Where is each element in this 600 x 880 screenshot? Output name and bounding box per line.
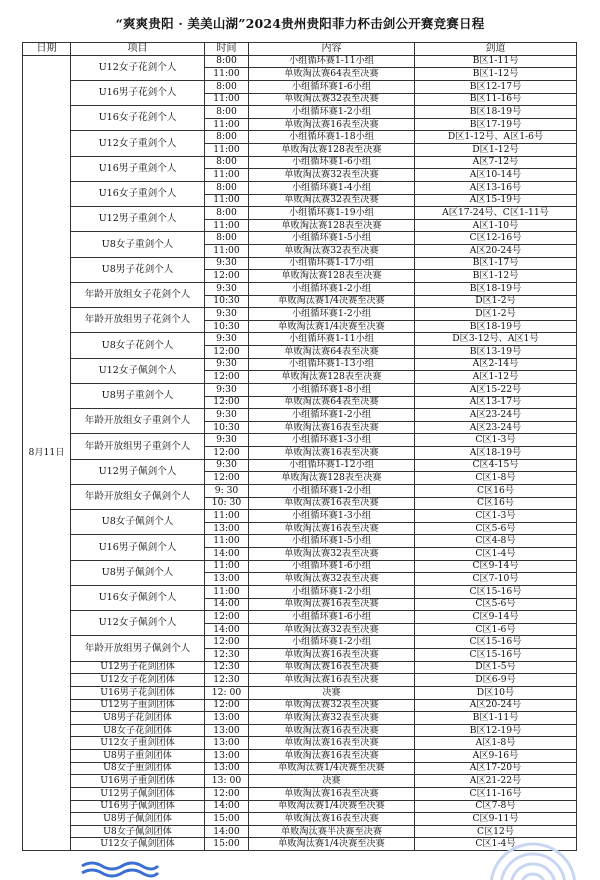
piste-cell: C区1-3号: [415, 510, 577, 523]
item-cell: 年龄开放组男子花剑个人: [71, 308, 205, 333]
time-cell: 12:00: [205, 472, 249, 485]
table-row: [23, 282, 577, 295]
item-cell: U16男子佩剑个人: [71, 535, 205, 560]
item-cell: U8女子佩剑团体: [71, 825, 205, 838]
item-cell: U8男子重剑个人: [71, 383, 205, 408]
item-cell: U12女子佩剑个人: [71, 358, 205, 383]
piste-cell: A区20-24号: [415, 699, 577, 712]
item-cell: U8女子花剑个人: [71, 333, 205, 358]
content-cell: 单败淘汰赛32表至决赛: [249, 245, 415, 258]
content-cell: 小组循环赛1-12小组: [249, 459, 415, 472]
time-cell: 11:00: [205, 219, 249, 232]
piste-cell: A区21-22号: [415, 775, 577, 788]
table-row: [23, 737, 577, 750]
piste-cell: C区15-16号: [415, 649, 577, 662]
content-cell: 小组循环赛1-6小组: [249, 611, 415, 624]
piste-cell: D区1-2号: [415, 308, 577, 321]
table-row: [23, 636, 577, 649]
piste-cell: C区7-10号: [415, 573, 577, 586]
content-cell: 单败淘汰赛1/4决赛至决赛: [249, 295, 415, 308]
content-cell: 小组循环赛1-2小组: [249, 282, 415, 295]
time-cell: 14:00: [205, 825, 249, 838]
content-cell: 单败淘汰赛16表至决赛: [249, 421, 415, 434]
time-cell: 14:00: [205, 548, 249, 561]
item-cell: U16男子花剑个人: [71, 80, 205, 105]
content-cell: 小组循环赛1-18小组: [249, 131, 415, 144]
page-title: “爽爽贵阳 · 美美山湖”2024贵州贵阳菲力杯击剑公开赛竞赛日程: [115, 16, 485, 31]
time-cell: 11:00: [205, 535, 249, 548]
header-piste: 剑道: [415, 43, 577, 56]
table-row: [23, 724, 577, 737]
time-cell: 11:00: [205, 169, 249, 182]
time-cell: 11:00: [205, 118, 249, 131]
piste-cell: C区11-16号: [415, 787, 577, 800]
item-cell: 年龄开放组女子重剑个人: [71, 409, 205, 434]
content-cell: 小组循环赛1-6小组: [249, 80, 415, 93]
piste-cell: C区1-8号: [415, 472, 577, 485]
piste-cell: A区13-17号: [415, 396, 577, 409]
item-cell: U16男子佩剑团体: [71, 800, 205, 813]
content-cell: 小组循环赛1-6小组: [249, 560, 415, 573]
time-cell: 13:00: [205, 573, 249, 586]
time-cell: 8:00: [205, 106, 249, 119]
piste-cell: B区1-12号: [415, 270, 577, 283]
time-cell: 12:00: [205, 447, 249, 460]
table-row: [23, 611, 577, 624]
piste-cell: C区1-3号: [415, 434, 577, 447]
content-cell: 单败淘汰赛64表至决赛: [249, 396, 415, 409]
piste-cell: B区12-17号: [415, 80, 577, 93]
time-cell: 10:30: [205, 320, 249, 333]
content-cell: 单败淘汰赛16表至决赛: [249, 724, 415, 737]
content-cell: 单败淘汰赛128表至决赛: [249, 270, 415, 283]
table-row: [23, 585, 577, 598]
content-cell: 单败淘汰赛1/4决赛至决赛: [249, 800, 415, 813]
content-cell: 小组循环赛1-11小组: [249, 333, 415, 346]
header-date: 日期: [23, 43, 71, 56]
time-cell: 11:00: [205, 560, 249, 573]
piste-cell: B区18-19号: [415, 282, 577, 295]
content-cell: 单败淘汰赛16表至决赛: [249, 737, 415, 750]
time-cell: 8:00: [205, 156, 249, 169]
table-row: [23, 434, 577, 447]
table-row: [23, 257, 577, 270]
schedule-body: [23, 55, 577, 850]
content-cell: 小组循环赛1-8小组: [249, 383, 415, 396]
time-cell: 13:00: [205, 724, 249, 737]
piste-cell: A区7-12号: [415, 156, 577, 169]
piste-cell: C区15-16号: [415, 636, 577, 649]
time-cell: 13:00: [205, 762, 249, 775]
content-cell: 单败淘汰赛128表至决赛: [249, 144, 415, 157]
content-cell: 单败淘汰赛128表至决赛: [249, 371, 415, 384]
piste-cell: C区5-6号: [415, 598, 577, 611]
time-cell: 11:00: [205, 585, 249, 598]
content-cell: 小组循环赛1-2小组: [249, 585, 415, 598]
table-row: [23, 661, 577, 674]
time-cell: 12:00: [205, 611, 249, 624]
table-row: [23, 409, 577, 422]
table-row: [23, 712, 577, 725]
piste-cell: C区16号: [415, 497, 577, 510]
content-cell: 小组循环赛1-17小组: [249, 257, 415, 270]
content-cell: 单败淘汰赛16表至决赛: [249, 661, 415, 674]
content-cell: 单败淘汰赛半决赛至决赛: [249, 825, 415, 838]
item-cell: U8女子重剑个人: [71, 232, 205, 257]
ripple-decoration-icon: [488, 838, 578, 880]
time-cell: 12:30: [205, 674, 249, 687]
time-cell: 9:30: [205, 333, 249, 346]
piste-cell: B区1-11号: [415, 712, 577, 725]
piste-cell: A区2-14号: [415, 358, 577, 371]
item-cell: U16男子重剑个人: [71, 156, 205, 181]
table-row: [23, 560, 577, 573]
content-cell: 小组循环赛1-5小组: [249, 232, 415, 245]
table-row: [23, 358, 577, 371]
table-row: [23, 459, 577, 472]
content-cell: 小组循环赛1-2小组: [249, 308, 415, 321]
item-cell: U8女子花剑团体: [71, 724, 205, 737]
piste-cell: D区1-2号: [415, 295, 577, 308]
item-cell: U16女子佩剑个人: [71, 585, 205, 610]
item-cell: U12女子花剑团体: [71, 674, 205, 687]
piste-cell: B区1-12号: [415, 68, 577, 81]
piste-cell: C区9-11号: [415, 813, 577, 826]
header-content: 内容: [249, 43, 415, 56]
table-row: [23, 156, 577, 169]
content-cell: 小组循环赛1-2小组: [249, 106, 415, 119]
content-cell: 小组循环赛1-2小组: [249, 636, 415, 649]
wave-decoration-icon: [80, 858, 160, 880]
item-cell: U12女子佩剑团体: [71, 838, 205, 851]
piste-cell: D区1-12号、A区1-6号: [415, 131, 577, 144]
item-cell: U8男子佩剑个人: [71, 560, 205, 585]
piste-cell: A区15-22号: [415, 383, 577, 396]
time-cell: 9:30: [205, 308, 249, 321]
item-cell: U12女子重剑个人: [71, 131, 205, 156]
time-cell: 14:00: [205, 800, 249, 813]
time-cell: 8:00: [205, 55, 249, 68]
content-cell: 单败淘汰赛32表至决赛: [249, 548, 415, 561]
table-row: [23, 207, 577, 220]
piste-cell: C区9-14号: [415, 560, 577, 573]
piste-cell: C区9-14号: [415, 611, 577, 624]
item-cell: U12女子重剑团体: [71, 737, 205, 750]
table-row: [23, 535, 577, 548]
table-row: [23, 813, 577, 826]
table-row: [23, 55, 577, 68]
time-cell: 12:00: [205, 371, 249, 384]
piste-cell: B区1-17号: [415, 257, 577, 270]
header-row: [23, 43, 577, 56]
time-cell: 13:00: [205, 522, 249, 535]
content-cell: 单败淘汰赛1/4决赛至决赛: [249, 838, 415, 851]
piste-cell: A区10-14号: [415, 169, 577, 182]
time-cell: 9:30: [205, 409, 249, 422]
content-cell: 单败淘汰赛16表至决赛: [249, 787, 415, 800]
piste-cell: C区1-4号: [415, 548, 577, 561]
table-row: [23, 699, 577, 712]
piste-cell: C区7-8号: [415, 800, 577, 813]
table-row: [23, 686, 577, 699]
time-cell: 12:30: [205, 661, 249, 674]
time-cell: 10:30: [205, 421, 249, 434]
date-cell: 8月11日: [23, 55, 71, 850]
time-cell: 9:30: [205, 282, 249, 295]
content-cell: 决赛: [249, 775, 415, 788]
time-cell: 13:00: [205, 750, 249, 763]
item-cell: U12女子花剑个人: [71, 55, 205, 80]
content-cell: 单败淘汰赛128表至决赛: [249, 472, 415, 485]
piste-cell: B区1-11号: [415, 55, 577, 68]
time-cell: 8:00: [205, 131, 249, 144]
time-cell: 9: 30: [205, 484, 249, 497]
piste-cell: A区1-8号: [415, 737, 577, 750]
content-cell: 单败淘汰赛32表至决赛: [249, 712, 415, 725]
item-cell: U12男子重剑个人: [71, 207, 205, 232]
item-cell: U12女子佩剑个人: [71, 611, 205, 636]
item-cell: U12男子佩剑团体: [71, 787, 205, 800]
content-cell: 小组循环赛1-2小组: [249, 409, 415, 422]
item-cell: 年龄开放组男子重剑个人: [71, 434, 205, 459]
time-cell: 8:00: [205, 207, 249, 220]
item-cell: U12男子佩剑个人: [71, 459, 205, 484]
time-cell: 9:30: [205, 257, 249, 270]
content-cell: 单败淘汰赛32表至决赛: [249, 93, 415, 106]
time-cell: 12:00: [205, 396, 249, 409]
table-row: [23, 484, 577, 497]
content-cell: 小组循环赛1-3小组: [249, 434, 415, 447]
time-cell: 13:00: [205, 712, 249, 725]
content-cell: 单败淘汰赛64表至决赛: [249, 68, 415, 81]
piste-cell: C区1-6号: [415, 623, 577, 636]
time-cell: 11:00: [205, 68, 249, 81]
time-cell: 12:00: [205, 270, 249, 283]
time-cell: 12:00: [205, 699, 249, 712]
time-cell: 8:00: [205, 232, 249, 245]
time-cell: 9:30: [205, 383, 249, 396]
piste-cell: C区12号: [415, 825, 577, 838]
time-cell: 12: 00: [205, 686, 249, 699]
content-cell: 单败淘汰赛32表至决赛: [249, 699, 415, 712]
piste-cell: D区1-5号: [415, 661, 577, 674]
table-row: [23, 750, 577, 763]
piste-cell: C区4-15号: [415, 459, 577, 472]
piste-cell: B区11-16号: [415, 93, 577, 106]
time-cell: 11:00: [205, 144, 249, 157]
piste-cell: A区17-24号、C区1-11号: [415, 207, 577, 220]
time-cell: 11:00: [205, 510, 249, 523]
item-cell: U12男子重剑团体: [71, 699, 205, 712]
content-cell: 单败淘汰赛16表至决赛: [249, 674, 415, 687]
header-item: 项目: [71, 43, 205, 56]
piste-cell: A区18-19号: [415, 447, 577, 460]
time-cell: 13:00: [205, 737, 249, 750]
content-cell: 小组循环赛1-6小组: [249, 156, 415, 169]
time-cell: 10: 30: [205, 497, 249, 510]
time-cell: 8:00: [205, 80, 249, 93]
piste-cell: A区23-24号: [415, 421, 577, 434]
piste-cell: B区13-19号: [415, 346, 577, 359]
content-cell: 单败淘汰赛16表至决赛: [249, 118, 415, 131]
item-cell: U16男子重剑团体: [71, 775, 205, 788]
content-cell: 单败淘汰赛1/4决赛至决赛: [249, 320, 415, 333]
time-cell: 8:00: [205, 181, 249, 194]
time-cell: 11:00: [205, 245, 249, 258]
time-cell: 9:30: [205, 434, 249, 447]
table-row: [23, 106, 577, 119]
piste-cell: C区12-16号: [415, 232, 577, 245]
piste-cell: A区15-19号: [415, 194, 577, 207]
piste-cell: A区13-16号: [415, 181, 577, 194]
piste-cell: C区5-6号: [415, 522, 577, 535]
time-cell: 12:00: [205, 787, 249, 800]
time-cell: 11:00: [205, 194, 249, 207]
table-row: [23, 181, 577, 194]
content-cell: 小组循环赛1-19小组: [249, 207, 415, 220]
time-cell: 12:30: [205, 649, 249, 662]
table-row: [23, 510, 577, 523]
piste-cell: C区16号: [415, 484, 577, 497]
piste-cell: A区20-24号: [415, 245, 577, 258]
piste-cell: B区12-19号: [415, 724, 577, 737]
content-cell: 决赛: [249, 686, 415, 699]
time-cell: 12:00: [205, 346, 249, 359]
item-cell: 年龄开放组男子佩剑个人: [71, 636, 205, 661]
piste-cell: B区18-19号: [415, 320, 577, 333]
piste-cell: A区9-16号: [415, 750, 577, 763]
item-cell: U16男子花剑团体: [71, 686, 205, 699]
piste-cell: C区4-8号: [415, 535, 577, 548]
time-cell: 14:00: [205, 598, 249, 611]
piste-cell: D区6-9号: [415, 674, 577, 687]
content-cell: 单败淘汰赛16表至决赛: [249, 447, 415, 460]
time-cell: 12:00: [205, 636, 249, 649]
piste-cell: B区18-19号: [415, 106, 577, 119]
table-row: [23, 232, 577, 245]
content-cell: 单败淘汰赛16表至决赛: [249, 598, 415, 611]
content-cell: 小组循环赛1-5小组: [249, 535, 415, 548]
piste-cell: B区17-19号: [415, 118, 577, 131]
piste-cell: C区15-16号: [415, 585, 577, 598]
time-cell: 11:00: [205, 93, 249, 106]
table-row: [23, 825, 577, 838]
table-row: [23, 674, 577, 687]
time-cell: 14:00: [205, 623, 249, 636]
content-cell: 小组循环赛1-11小组: [249, 55, 415, 68]
item-cell: U8男子花剑个人: [71, 257, 205, 282]
time-cell: 10:30: [205, 295, 249, 308]
content-cell: 单败淘汰赛1/4决赛至决赛: [249, 762, 415, 775]
content-cell: 小组循环赛1-4小组: [249, 181, 415, 194]
item-cell: U8男子花剑团体: [71, 712, 205, 725]
content-cell: 单败淘汰赛64表至决赛: [249, 346, 415, 359]
content-cell: 单败淘汰赛32表至决赛: [249, 573, 415, 586]
time-cell: 15:00: [205, 838, 249, 851]
time-cell: 9:30: [205, 358, 249, 371]
content-cell: 单败淘汰赛32表至决赛: [249, 623, 415, 636]
table-row: [23, 762, 577, 775]
content-cell: 单败淘汰赛16表至决赛: [249, 522, 415, 535]
item-cell: U8男子佩剑团体: [71, 813, 205, 826]
content-cell: 单败淘汰赛16表至决赛: [249, 750, 415, 763]
piste-cell: A区17-20号: [415, 762, 577, 775]
content-cell: 单败淘汰赛128表至决赛: [249, 219, 415, 232]
piste-cell: D区1-12号: [415, 144, 577, 157]
item-cell: U12男子花剑团体: [71, 661, 205, 674]
piste-cell: D区10号: [415, 686, 577, 699]
schedule-table: [22, 42, 577, 851]
content-cell: 小组循环赛1-13小组: [249, 358, 415, 371]
item-cell: U8男子重剑团体: [71, 750, 205, 763]
time-cell: 15:00: [205, 813, 249, 826]
piste-cell: D区3-12号、A区1号: [415, 333, 577, 346]
table-row: [23, 333, 577, 346]
content-cell: 单败淘汰赛16表至决赛: [249, 813, 415, 826]
table-row: [23, 131, 577, 144]
content-cell: 小组循环赛1-2小组: [249, 484, 415, 497]
header-time: 时间: [205, 43, 249, 56]
table-row: [23, 800, 577, 813]
time-cell: 13: 00: [205, 775, 249, 788]
content-cell: 单败淘汰赛16表至决赛: [249, 497, 415, 510]
table-row: [23, 308, 577, 321]
table-row: [23, 787, 577, 800]
content-cell: 单败淘汰赛32表至决赛: [249, 169, 415, 182]
item-cell: U16女子花剑个人: [71, 106, 205, 131]
item-cell: 年龄开放组女子佩剑个人: [71, 484, 205, 509]
piste-cell: A区23-24号: [415, 409, 577, 422]
piste-cell: C区1-4号: [415, 838, 577, 851]
table-row: [23, 775, 577, 788]
time-cell: 9:30: [205, 459, 249, 472]
content-cell: 小组循环赛1-3小组: [249, 510, 415, 523]
item-cell: U8女子重剑团体: [71, 762, 205, 775]
piste-cell: A区1-12号: [415, 371, 577, 384]
content-cell: 单败淘汰赛32表至决赛: [249, 194, 415, 207]
piste-cell: A区1-10号: [415, 219, 577, 232]
item-cell: U8女子佩剑个人: [71, 510, 205, 535]
item-cell: U16女子重剑个人: [71, 181, 205, 206]
content-cell: 单败淘汰赛16表至决赛: [249, 649, 415, 662]
item-cell: 年龄开放组女子花剑个人: [71, 282, 205, 307]
table-row: [23, 80, 577, 93]
table-row: [23, 383, 577, 396]
